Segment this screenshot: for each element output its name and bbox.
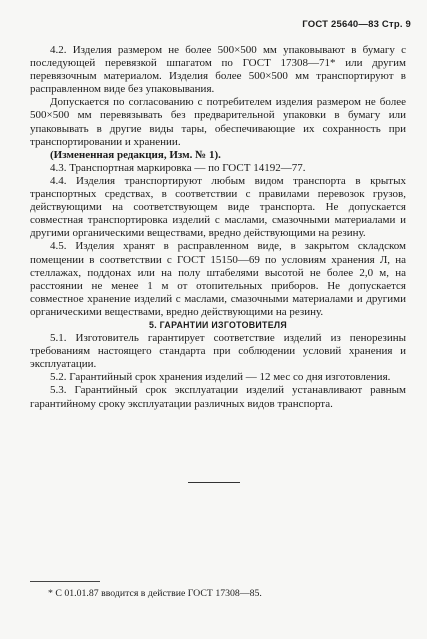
paragraph-4-3: 4.3. Транспортная маркировка — по ГОСТ 14192—77. xyxy=(50,161,306,174)
paragraph-5-3: 5.3. Гарантийный срок эксплуатации изделий устанавливают равным гарантийному сроку эксплуатации различных видов транспорта. xyxy=(30,384,406,410)
paragraph-4-2: 4.2. Изделия размером не более 500×500 мм упаковывают в бумагу с последующей перевязкой шпагатом по ГОСТ 17308—71* или другим перевязочным материалом. Изделия более 500×500 мм транспортируют в расправленном виде без упаковывания. xyxy=(30,44,406,96)
amendment-note: (Измененная редакция, Изм. № 1). xyxy=(50,148,221,161)
footnote: * С 01.01.87 вводится в действие ГОСТ 17308—85. xyxy=(48,588,262,599)
paragraph-4-5: 4.5. Изделия хранят в расправленном виде, в закрытом складском помещении в соответствии с ГОСТ 15150—69 по условиям хранения Л, на стеллажах, поддонах или на полу штабелями высотой не более 2,0 м, на расстоянии не менее 1 м от отопительных приборов. Не допускается совместное хранение изделий с маслами, смазочными материалами и другими органическими веществами, вредно действующими на резину. xyxy=(30,240,406,318)
section-title: 5. ГАРАНТИИ ИЗГОТОВИТЕЛЯ xyxy=(149,319,287,330)
paragraph-5-1: 5.1. Изготовитель гарантирует соответствие изделий из пенорезины требованиям настоящего стандарта при соблюдении условий хранения и эксплуатации. xyxy=(30,332,406,371)
page-header: ГОСТ 25640—83 Стр. 9 xyxy=(302,19,411,30)
paragraph-4-4: 4.4. Изделия транспортируют любым видом транспорта в крытых транспортных средствах, в соответствии с правилами перевозок грузов, действующими на соответствующем виде транспорта. Не допускается совместная транспортировка изделий с маслами, смазочными материалами и другими органическими веществами, вредно действующими на резину. xyxy=(30,174,406,240)
paragraph-4-2-note: Допускается по согласованию с потребителем изделия размером не более 500×500 мм перевязывать без предварительной упаковки в бумагу или упаковывать в другие виды тары, обеспечивающие их сохранность при транспортировании и хранении. xyxy=(30,96,406,148)
end-rule xyxy=(188,482,240,483)
footnote-rule xyxy=(30,581,100,582)
document-body xyxy=(30,44,406,411)
paragraph-5-2: 5.2. Гарантийный срок хранения изделий — 12 мес со дня изготовления. xyxy=(50,371,391,384)
